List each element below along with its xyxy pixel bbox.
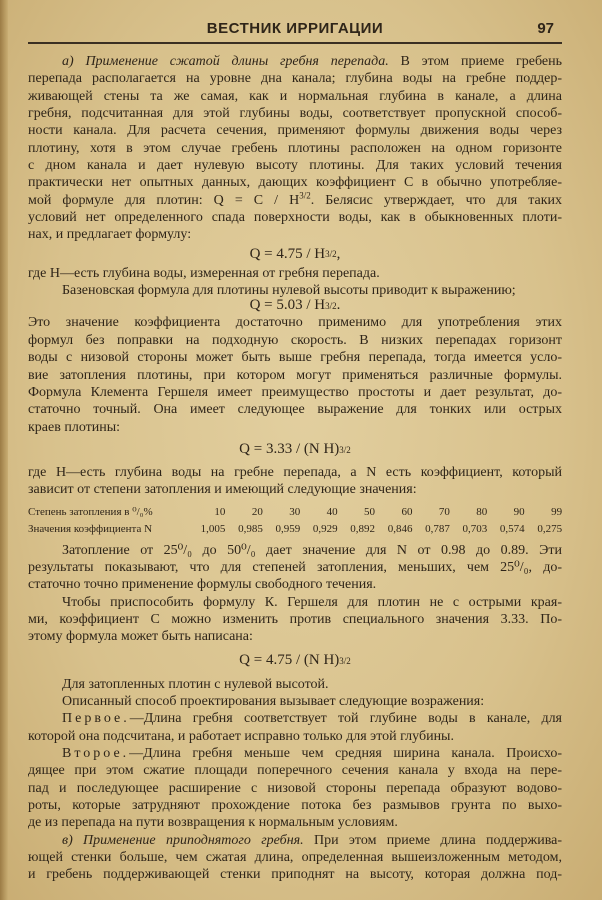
table-row	[28, 521, 562, 538]
text-run: —Длина гребня соответствует той глубине воды в канале, для	[129, 711, 562, 727]
text-run: ,	[336, 245, 341, 262]
text-run: где H—есть глубина воды на гребне перепада, а N есть коэффициент, который	[28, 464, 562, 480]
text-run: Для затопленных плотин с нулевой высотой.	[62, 676, 329, 692]
text-run: вие затопления плотины, при котором могут применяться различные формулы.	[28, 367, 562, 383]
text-line	[28, 401, 562, 418]
table-cell: 0,275	[537, 522, 563, 535]
text-run: формул без поправки на подходную скорость. В низких перепадах горизонт	[28, 332, 562, 348]
text-run: нах, и предлагает формулу:	[28, 227, 192, 243]
text-line	[28, 481, 562, 498]
formula: Q = 4.75 / H 3/2 ,	[249, 245, 341, 262]
text-line	[28, 762, 562, 779]
text-line	[28, 88, 562, 105]
text-run: условий нет определенного спада поверхности воды, как в обыкновенных плоти-	[28, 210, 562, 226]
text-line	[28, 745, 562, 762]
text-run: роты, которые затрудняют прохождение потока без размывов грунта по выхо-	[28, 798, 562, 814]
text-run: ющей стенки больше, чем сжатая длина, определенная вышеизложенным методом,	[28, 850, 562, 866]
table-cell: 99	[551, 505, 563, 518]
table-cell: 10	[214, 505, 226, 518]
text-line	[28, 122, 562, 139]
paragraph	[28, 53, 562, 244]
table-row	[28, 504, 562, 521]
text-line	[28, 676, 562, 693]
text-run: этому формула может быть написана:	[28, 629, 253, 645]
table-cell: 20	[251, 505, 263, 518]
text-run: Q = 4.75 / H	[249, 245, 326, 262]
text-run: Описанный способ проектирования вызывает следующие возражения:	[62, 693, 485, 709]
text-run: с дном канала и дает нулевую высоту плотины. Для таких условий течения	[28, 158, 562, 174]
text-run: Это значение коэффициента достаточно применимо для употребления этих	[28, 315, 562, 331]
text-run: При этом приеме длина поддержива-	[303, 832, 563, 848]
text-run: Q = 4.75 / (N H)	[239, 652, 340, 669]
text-run: мой формуле для плотин: Q = C / H	[28, 192, 300, 208]
text-run: Первое.	[62, 711, 130, 727]
table-cell: 40	[326, 505, 338, 518]
text-line	[28, 728, 562, 745]
text-run: Базеновская формула для плотины нулевой высоты приводит к выражению;	[62, 283, 516, 299]
italic-heading: а) Применение сжатой длины гребня перепада.	[62, 54, 389, 69]
text-line	[28, 384, 562, 401]
table-cell: 30	[289, 505, 301, 518]
table-cell: 0,846	[387, 522, 413, 535]
text-line	[28, 70, 562, 87]
text-run: статочно точный. Она имеет следующее выражение для тонких или острых	[28, 402, 562, 418]
text-line	[28, 226, 562, 243]
text-line	[28, 780, 562, 797]
text-run: практически нет опытных данных, дающих коэффициент C в обычно употребляе-	[28, 175, 562, 191]
text-run: Второе.	[62, 746, 130, 761]
paragraph	[28, 265, 562, 300]
text-run: дящее при этом сжатие площади поперечного сечения канала у входа на пере-	[28, 763, 562, 779]
text-run: перепада располагается на уровне дна канала; глубина воды на гребне поддер-	[28, 71, 562, 87]
text-line	[28, 594, 562, 611]
page-body	[28, 53, 562, 884]
text-line	[28, 832, 562, 849]
text-line	[28, 157, 562, 174]
text-line	[28, 542, 562, 559]
text-run: живающей стены та же самая, как и нормальная глубина в канале, а длина	[28, 88, 562, 104]
text-run: где H—есть глубина воды, измеренная от гребня перепада.	[28, 265, 380, 281]
text-line	[28, 105, 562, 122]
text-run: ности канала. Для расчета сечения, применяют формулы движения воды через	[28, 123, 562, 139]
text-line	[28, 53, 562, 70]
text-line	[28, 349, 562, 366]
text-line	[28, 710, 562, 727]
text-line	[28, 192, 562, 209]
text-line	[28, 174, 562, 191]
text-run: .	[336, 297, 341, 314]
table-cell: 60	[401, 505, 413, 518]
table-cell: 0,574	[499, 522, 525, 535]
formula: Q = 5.03 / H 3/2 .	[249, 297, 341, 314]
page-number: 97	[537, 20, 554, 37]
text-run: которой она подсчитана, и работает исправно только для этой глубины.	[28, 728, 454, 744]
running-header	[28, 18, 562, 44]
text-run: пад и последующее расширение с низовой стороны перепада образуют водово-	[28, 780, 562, 796]
table-cell: 0,703	[462, 522, 488, 535]
table-cell: 1,005	[200, 522, 226, 535]
coefficient-table	[28, 499, 562, 542]
text-run: статочно точно применение формулы свободного течения.	[28, 577, 377, 593]
text-run: краев плотины:	[28, 419, 121, 435]
text-run: —Длина гребня меньше чем средняя ширина канала. Происхо-	[129, 746, 562, 761]
text-line	[28, 464, 562, 481]
text-run: Q = 3.33 / (N H)	[239, 441, 340, 458]
text-run: воды с низовой стороны может быть выше гребня перепада, тогда имеется усло-	[28, 350, 562, 366]
text-line	[28, 314, 562, 331]
text-line	[28, 849, 562, 866]
text-run: Чтобы приспособить формулу К. Гершеля для плотин не с острыми края-	[62, 594, 562, 610]
table-cell: 0,787	[425, 522, 450, 535]
text-run: Затопление от 25⁰/₀ до 50⁰/₀ дает значение для N от 0.98 до 0.89. Эти	[62, 542, 562, 558]
text-line	[28, 611, 562, 628]
formula: Q = 3.33 / (N H) 3/2	[239, 441, 351, 458]
table-cell: 0,892	[350, 522, 376, 535]
table-cell: 50	[364, 505, 376, 518]
formula: Q = 4.75 / (N H) 3/2	[239, 652, 351, 669]
text-run: де из перепада на пути возвращения к нормальным условиям.	[28, 815, 398, 831]
text-run: плотину, хотя в этом случае гребень плотины расположен на одном горизонте	[28, 140, 562, 156]
text-run: гребня, подсчитанная для этой глубины воды, соответствует пропускной способ-	[28, 106, 562, 122]
text-line	[28, 693, 562, 710]
text-run: Q = 5.03 / H	[249, 297, 326, 314]
text-run: Формула Клемента Гершеля имеет преимущество простоты и дает результат, до-	[28, 384, 562, 400]
row-label: Значения коэффициента N	[28, 522, 153, 535]
text-line	[28, 559, 562, 576]
text-line	[28, 265, 562, 282]
table-cell: 90	[513, 505, 525, 518]
table-cell: 70	[438, 505, 450, 518]
row-label: Степень затопления в ⁰/₀%	[28, 505, 153, 518]
journal-title: ВЕСТНИК ИРРИГАЦИИ	[206, 20, 384, 37]
text-line	[28, 797, 562, 814]
text-line	[28, 209, 562, 226]
paragraph	[28, 464, 562, 499]
text-run: . Белясис утверждает, что для таких	[310, 192, 562, 208]
text-run: В этом приеме гребень	[388, 54, 562, 69]
table-cell: 0,929	[312, 522, 338, 535]
text-line	[28, 628, 562, 645]
paragraph	[28, 542, 562, 646]
italic-heading: в) Применение приподнятого гребня.	[62, 832, 304, 848]
text-run: и гребень поддерживающей стенки приподнят на высоту, которая должна под-	[28, 867, 562, 883]
table-cell: 80	[476, 505, 488, 518]
paragraph	[28, 676, 562, 884]
text-line	[28, 332, 562, 349]
text-line	[28, 576, 562, 593]
text-line	[28, 367, 562, 384]
text-line	[28, 814, 562, 831]
text-line	[28, 866, 562, 883]
text-run: зависит от степени затопления и имеющий следующие значения:	[28, 482, 417, 498]
text-run: результаты показывают, что для степеней затопления, меньших, чем 25⁰/₀, до-	[28, 559, 562, 575]
exponent: 3/2	[299, 190, 311, 201]
table-cell: 0,985	[238, 522, 263, 535]
text-line	[28, 419, 562, 436]
paragraph	[28, 314, 562, 435]
text-line	[28, 140, 562, 157]
text-run: ми, коэффициент C можно изменить против специального значения 3.33. По-	[28, 611, 562, 627]
page-edge-shadow	[0, 0, 8, 900]
table-cell: 0,959	[275, 522, 301, 535]
